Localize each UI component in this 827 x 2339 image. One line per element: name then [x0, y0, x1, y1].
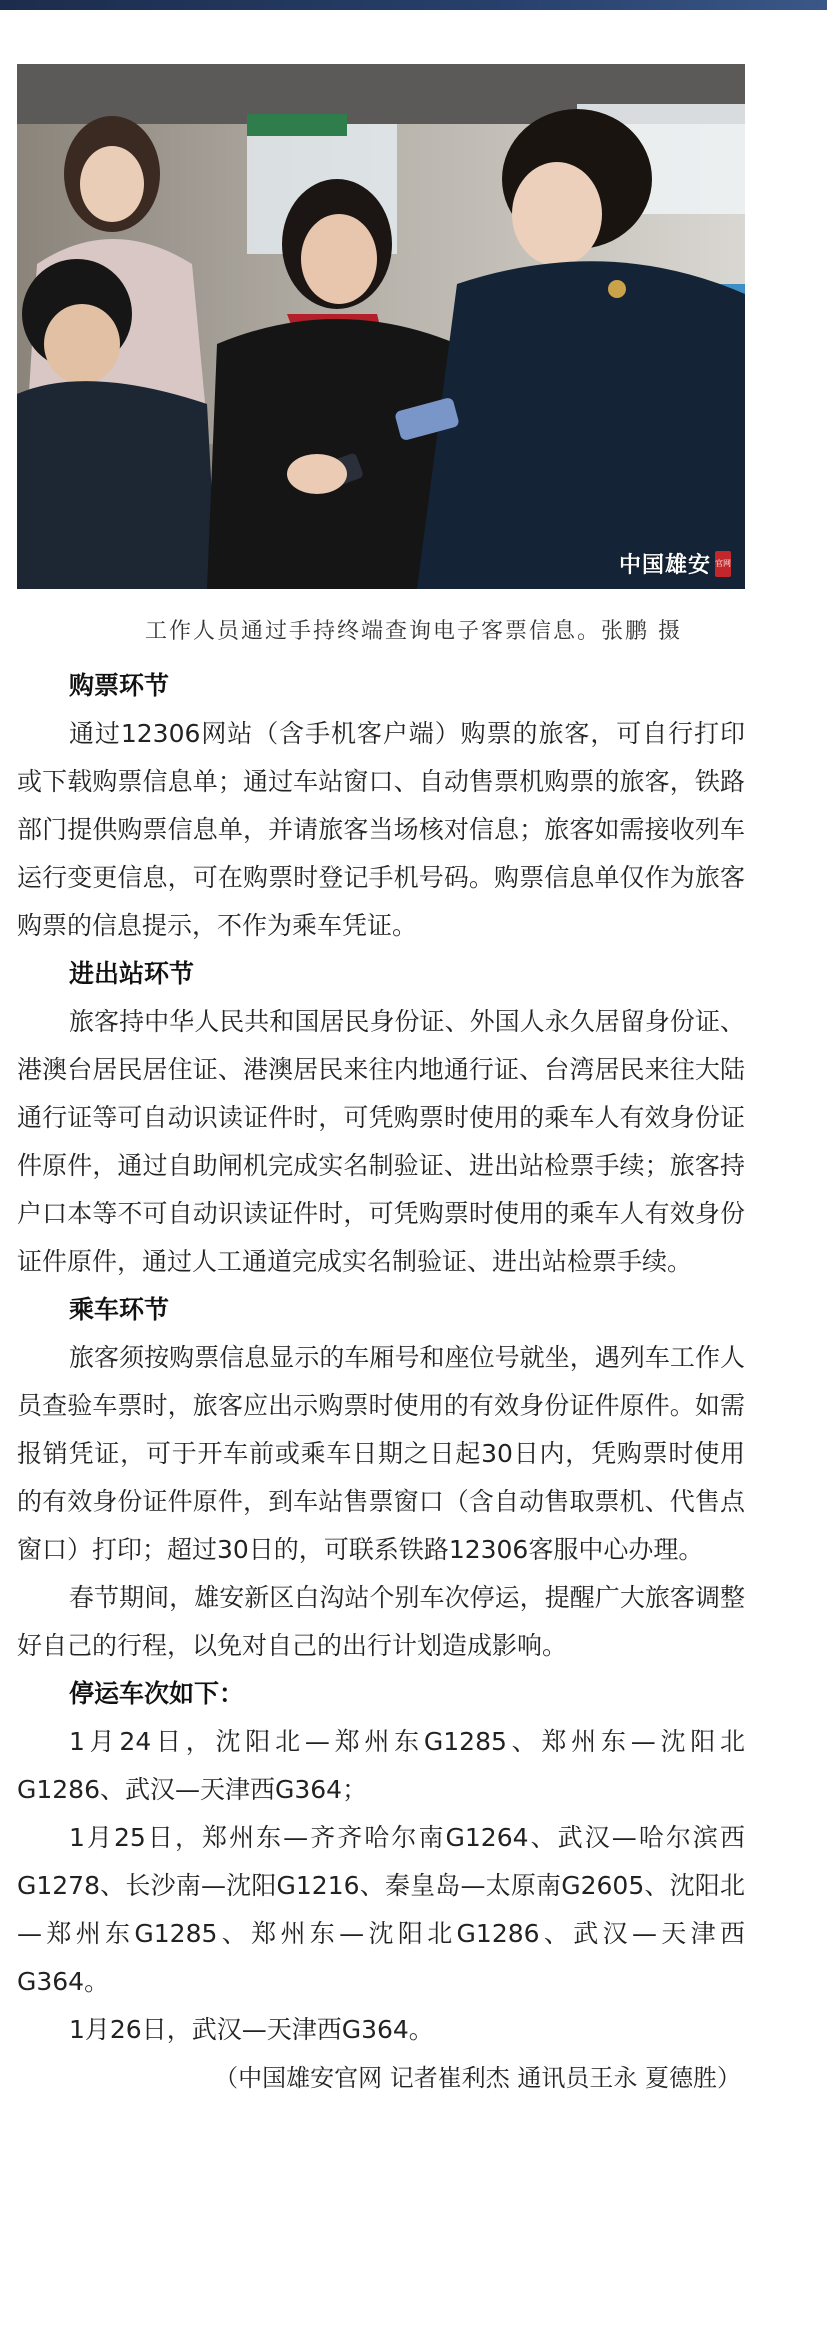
paragraph: 1月26日，武汉—天津西G364。 [69, 2015, 434, 2044]
photo-caption: 工作人员通过手持终端查询电子客票信息。张鹏 摄 [145, 619, 682, 644]
section-title-suspended-trains: 停运车次如下： [69, 1679, 245, 1708]
paragraph: 旅客持中华人民共和国居民身份证、外国人永久居留身份证、港澳台居民居住证、港澳居民来往内地通行证、台湾居民来往大陆通行证等可自动识读证件时，可凭购票时使用的乘车人有效身份证件原件，通过自助闸机完成实名制验证、进出站检票手续；旅客持户口本等不可自动识读证件时，可凭购票时使用的乘车人有效身份证件原件，通过人工通道完成实名制验证、进出站检票手续。 [17, 1007, 745, 1276]
paragraph: 春节期间，雄安新区白沟站个别车次停运，提醒广大旅客调整好自己的行程，以免对自己的出行计划造成影响。 [17, 1583, 745, 1660]
watermark [619, 548, 731, 579]
watermark-logo-text: 中国雄安 [618, 552, 711, 578]
paragraph: 1月25日，郑州东—齐齐哈尔南G1264、武汉—哈尔滨西G1278、长沙南—沈阳G1216、秦皇岛—太原南G2605、沈阳北—郑州东G1285、郑州东—沈阳北G1286、武汉—天津西G364。 [17, 1823, 745, 1996]
watermark-seal: 官网 [715, 551, 731, 577]
top-banner-bar [0, 0, 827, 10]
paragraph: 1月24日，沈阳北—郑州东G1285、郑州东—沈阳北G1286、武汉—天津西G364； [17, 1727, 745, 1804]
news-photo [17, 64, 745, 589]
section-title-entry-exit: 进出站环节 [69, 959, 195, 988]
byline: （中国雄安官网 记者崔利杰 通讯员王永 夏德胜） [214, 2064, 741, 2092]
section-title-ticketing: 购票环节 [69, 671, 170, 700]
section-title-boarding: 乘车环节 [69, 1295, 170, 1324]
article-body [17, 662, 745, 2102]
paragraph: 旅客须按购票信息显示的车厢号和座位号就坐，遇列车工作人员查验车票时，旅客应出示购票时使用的有效身份证件原件。如需报销凭证，可于开车前或乘车日期之日起30日内，凭购票时使用的有效身份证件原件，到车站售票窗口（含自动售取票机、代售点窗口）打印；超过30日的，可联系铁路12306客服中心办理。 [17, 1343, 745, 1564]
paragraph: 通过12306网站（含手机客户端）购票的旅客，可自行打印或下载购票信息单；通过车站窗口、自动售票机购票的旅客，铁路部门提供购票信息单，并请旅客当场核对信息；旅客如需接收列车运行变更信息，可在购票时登记手机号码。购票信息单仅作为旅客购票的信息提示，不作为乘车凭证。 [17, 719, 745, 940]
photo-illustration [17, 64, 745, 589]
